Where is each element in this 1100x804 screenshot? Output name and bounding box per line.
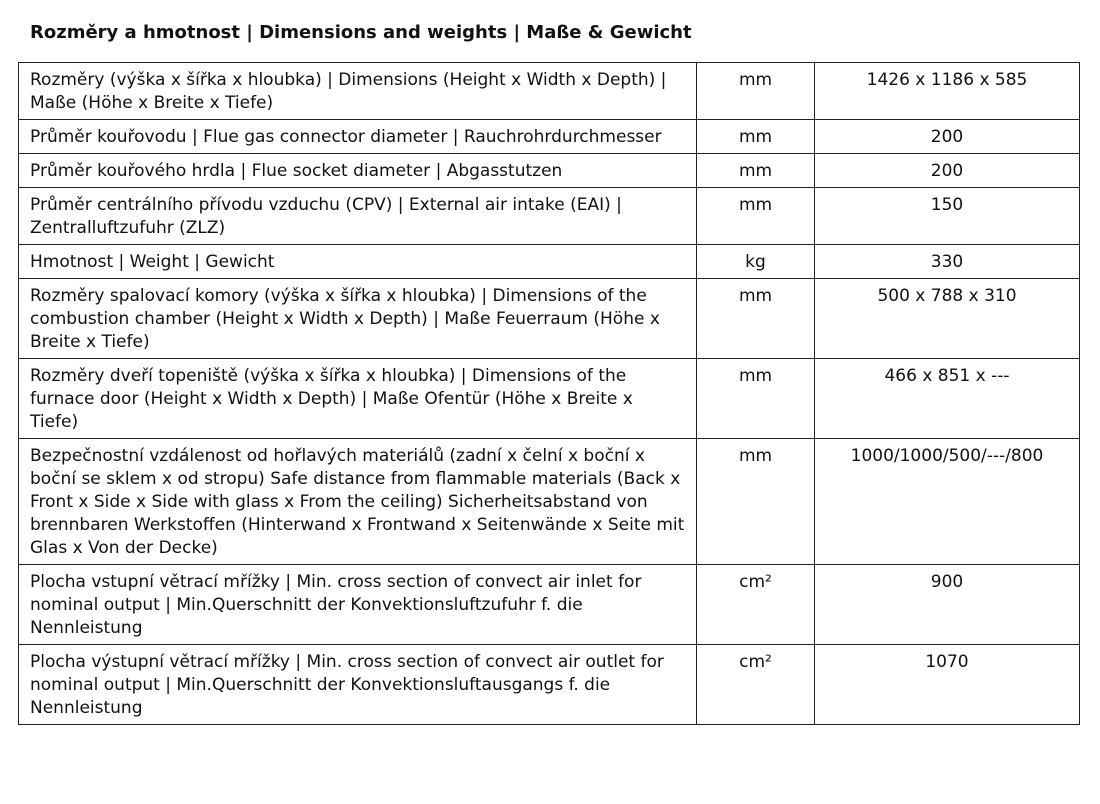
row-value: 150 bbox=[815, 188, 1080, 245]
row-unit: cm² bbox=[697, 565, 815, 645]
row-value: 1070 bbox=[815, 645, 1080, 725]
row-value: 1426 x 1186 x 585 bbox=[815, 63, 1080, 120]
row-unit: mm bbox=[697, 154, 815, 188]
row-unit: mm bbox=[697, 279, 815, 359]
row-value: 200 bbox=[815, 120, 1080, 154]
row-value: 900 bbox=[815, 565, 1080, 645]
table-row bbox=[19, 120, 1080, 154]
row-unit: mm bbox=[697, 359, 815, 439]
row-label: Bezpečnostní vzdálenost od hořlavých materiálů (zadní x čelní x boční x boční se sklem x od stropu) Safe distance from flammable materials (Back x Front x Side x Side with glass x From the ceiling) Sicherheitsabstand von brennbaren Werkstoffen (Hinterwand x Frontwand x Seitenwände x Seite mit Glas x Von der Decke) bbox=[19, 439, 697, 565]
row-label: Plocha vstupní větrací mřížky | Min. cross section of convect air inlet for nominal output | Min.Querschnitt der Konvektionsluftzufuhr f. die Nennleistung bbox=[19, 565, 697, 645]
table-row bbox=[19, 63, 1080, 120]
row-label: Hmotnost | Weight | Gewicht bbox=[19, 245, 697, 279]
row-label: Průměr centrálního přívodu vzduchu (CPV) | External air intake (EAI) | Zentralluftzufuhr (ZLZ) bbox=[19, 188, 697, 245]
row-value: 466 x 851 x --- bbox=[815, 359, 1080, 439]
table-row bbox=[19, 439, 1080, 565]
table-row bbox=[19, 279, 1080, 359]
table-row bbox=[19, 245, 1080, 279]
table-row bbox=[19, 359, 1080, 439]
row-unit: mm bbox=[697, 439, 815, 565]
specifications-table bbox=[18, 62, 1080, 725]
row-label: Rozměry dveří topeniště (výška x šířka x hloubka) | Dimensions of the furnace door (Height x Width x Depth) | Maße Ofentür (Höhe x Breite x Tiefe) bbox=[19, 359, 697, 439]
row-value: 1000/1000/500/---/800 bbox=[815, 439, 1080, 565]
row-label: Průměr kouřovodu | Flue gas connector diameter | Rauchrohrdurchmesser bbox=[19, 120, 697, 154]
row-label: Rozměry (výška x šířka x hloubka) | Dimensions (Height x Width x Depth) | Maße (Höhe x Breite x Tiefe) bbox=[19, 63, 697, 120]
page-title: Rozměry a hmotnost | Dimensions and weights | Maße & Gewicht bbox=[30, 22, 692, 43]
table-row bbox=[19, 154, 1080, 188]
row-value: 200 bbox=[815, 154, 1080, 188]
table-row bbox=[19, 565, 1080, 645]
row-value: 500 x 788 x 310 bbox=[815, 279, 1080, 359]
table-row bbox=[19, 645, 1080, 725]
row-label: Průměr kouřového hrdla | Flue socket diameter | Abgasstutzen bbox=[19, 154, 697, 188]
row-unit: kg bbox=[697, 245, 815, 279]
row-unit: mm bbox=[697, 188, 815, 245]
row-unit: mm bbox=[697, 120, 815, 154]
row-label: Rozměry spalovací komory (výška x šířka x hloubka) | Dimensions of the combustion chamber (Height x Width x Depth) | Maße Feuerraum (Höhe x Breite x Tiefe) bbox=[19, 279, 697, 359]
row-label: Plocha výstupní větrací mřížky | Min. cross section of convect air outlet for nominal output | Min.Querschnitt der Konvektionsluftausgangs f. die Nennleistung bbox=[19, 645, 697, 725]
row-unit: mm bbox=[697, 63, 815, 120]
table-row bbox=[19, 188, 1080, 245]
row-value: 330 bbox=[815, 245, 1080, 279]
row-unit: cm² bbox=[697, 645, 815, 725]
specifications-table-body bbox=[19, 63, 1080, 725]
